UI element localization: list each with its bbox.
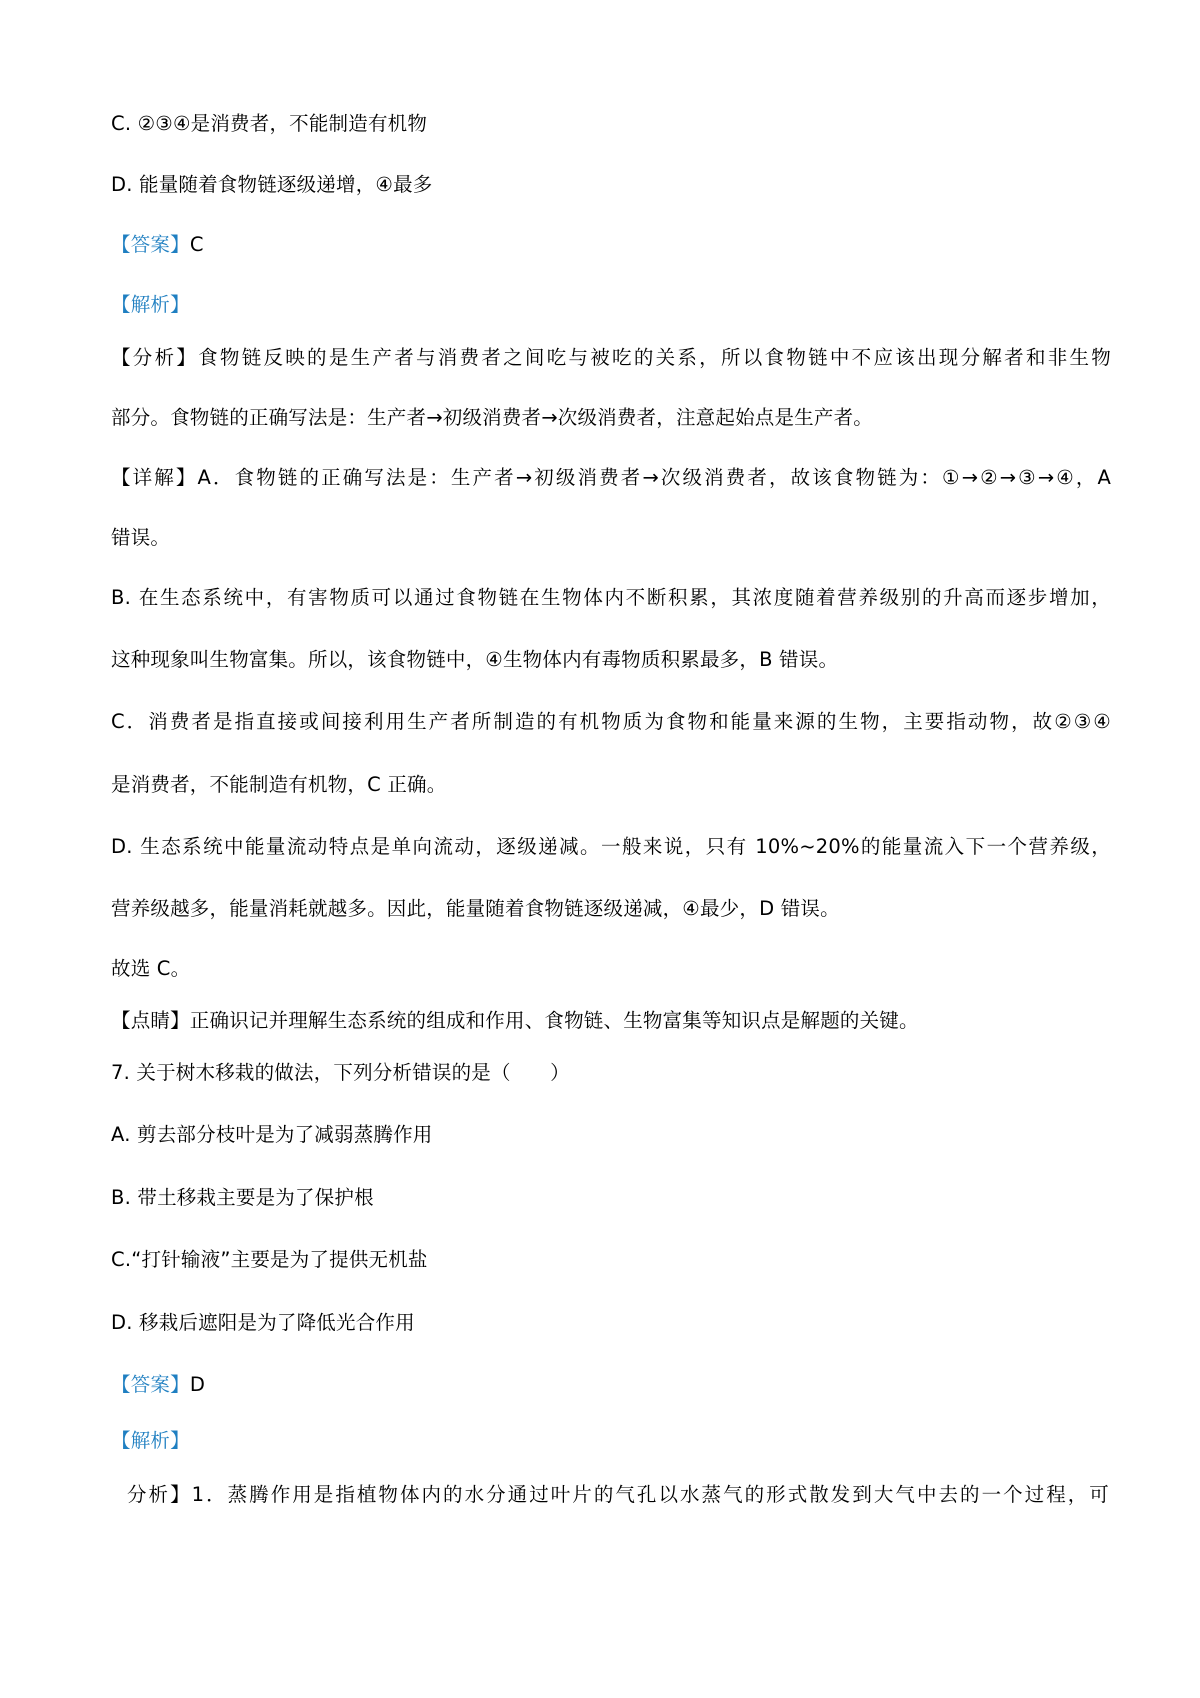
q7-answer-value: D — [189, 1373, 206, 1396]
q6-analysis-tag: 【解析】 — [111, 293, 190, 316]
q6-c-line2: 是消费者，不能制造有机物，C 正确。 — [111, 773, 447, 796]
q7-fenxi-line1: 分析】1．蒸腾作用是指植物体内的水分通过叶片的气孔以水蒸气的形式散发到大气中去的一个过程，可 — [127, 1483, 1109, 1506]
q6-fenxi-line1: 【分析】食物链反映的是生产者与消费者之间吃与被吃的关系，所以食物链中不应该出现分解者和非生物 — [111, 346, 1111, 369]
q7-option-c: C.“打针输液”主要是为了提供无机盐 — [111, 1248, 428, 1271]
q6-xiangjie-line2: 错误。 — [111, 526, 171, 549]
q7-answer — [111, 1372, 1111, 1398]
q7-option-b: B. 带土移栽主要是为了保护根 — [111, 1186, 374, 1209]
q6-d-line1: D. 生态系统中能量流动特点是单向流动，逐级递减。一般来说，只有 10%~20%的能量流入下一个营养级， — [111, 835, 1111, 858]
q6-choose: 故选 C。 — [111, 957, 191, 980]
q7-question: 7. 关于树木移栽的做法，下列分析错误的是（ ） — [111, 1061, 570, 1084]
q6-option-d: D. 能量随着食物链逐级递增，④最多 — [111, 173, 433, 196]
q6-xiangjie-line1: 【详解】A．食物链的正确写法是：生产者→初级消费者→次级消费者，故该食物链为：①→②→③→④，A — [111, 466, 1111, 489]
q6-answer-tag: 【答案】 — [111, 233, 190, 256]
q6-c-line1: C．消费者是指直接或间接利用生产者所制造的有机物质为食物和能量来源的生物，主要指动物，故②③④ — [111, 710, 1111, 733]
q6-dianjing: 【点睛】正确识记并理解生态系统的组成和作用、食物链、生物富集等知识点是解题的关键。 — [111, 1009, 919, 1032]
q6-b-line1: B. 在生态系统中，有害物质可以通过食物链在生物体内不断积累，其浓度随着营养级别的升高而逐步增加， — [111, 586, 1111, 609]
q6-answer — [111, 232, 1111, 258]
q7-option-d: D. 移栽后遮阳是为了降低光合作用 — [111, 1311, 415, 1334]
q7-answer-tag: 【答案】 — [111, 1373, 190, 1396]
q7-analysis-tag: 【解析】 — [111, 1429, 190, 1452]
q6-d-line2: 营养级越多，能量消耗就越多。因此，能量随着食物链逐级递减，④最少，D 错误。 — [111, 897, 840, 920]
q6-answer-value: C — [189, 233, 204, 256]
q7-option-a: A. 剪去部分枝叶是为了减弱蒸腾作用 — [111, 1123, 433, 1146]
q6-b-line2: 这种现象叫生物富集。所以，该食物链中，④生物体内有毒物质积累最多，B 错误。 — [111, 648, 839, 671]
q6-option-c: C. ②③④是消费者，不能制造有机物 — [111, 112, 428, 135]
q6-fenxi-line2: 部分。食物链的正确写法是：生产者→初级消费者→次级消费者，注意起始点是生产者。 — [111, 406, 873, 429]
